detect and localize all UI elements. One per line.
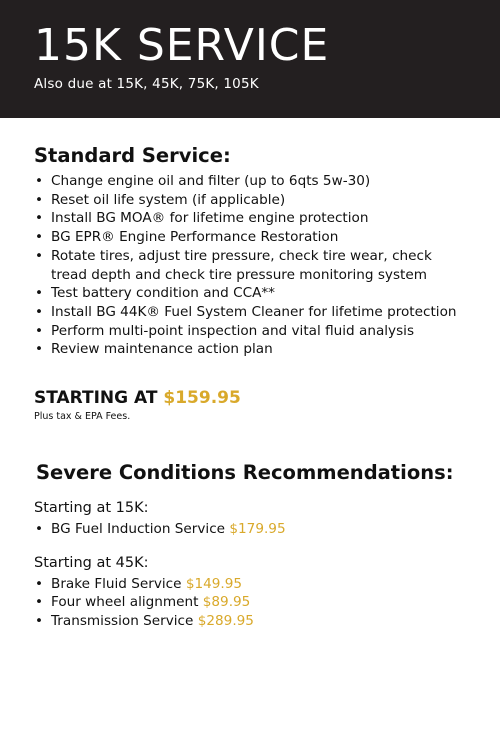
group-label-45k: Starting at 45K: (34, 554, 149, 571)
list-item (34, 520, 470, 539)
severe-list-45k (34, 575, 470, 631)
list-item: • Rotate tires, adjust tire pressure, check tire wear, check tread depth and check tire pressure monitoring system (34, 247, 470, 284)
group-label-15k: Starting at 15K: (34, 500, 149, 517)
list-item: • Change engine oil and filter (up to 6qts 5w-30) (34, 172, 470, 191)
list-item: • Review maintenance action plan (34, 340, 470, 359)
header-banner (0, 0, 500, 118)
service-price: $179.95 (229, 521, 286, 538)
page-subtitle: Also due at 15K, 45K, 75K, 105K (34, 76, 259, 92)
list-item: • BG EPR® Engine Performance Restoration (34, 228, 470, 247)
service-price: $289.95 (197, 613, 254, 630)
service-name: Four wheel alignment (51, 594, 199, 611)
service-name: BG Fuel Induction Service (51, 521, 226, 538)
list-item (34, 612, 470, 631)
page-title: 15K SERVICE (34, 20, 330, 71)
main-content (0, 142, 500, 631)
list-item: • Install BG MOA® for lifetime engine protection (34, 209, 470, 228)
starting-label: STARTING AT (34, 388, 158, 409)
starting-price-value: $159.95 (163, 388, 241, 409)
severe-list-15k (34, 520, 470, 539)
list-item (34, 575, 470, 594)
severe-conditions-heading: Severe Conditions Recommendations: (36, 461, 454, 485)
starting-price (34, 387, 470, 409)
service-price: $89.95 (202, 594, 251, 611)
service-name: Brake Fluid Service (51, 575, 182, 592)
service-price: $149.95 (185, 575, 243, 592)
list-item: • Reset oil life system (if applicable) (34, 191, 470, 210)
service-name: Transmission Service (51, 613, 194, 630)
list-item (34, 593, 470, 612)
list-item: • Test battery condition and CCA** (34, 284, 470, 303)
standard-service-heading: Standard Service: (34, 144, 231, 167)
price-note: Plus tax & EPA Fees. (34, 411, 131, 423)
standard-service-list (34, 172, 470, 359)
list-item: • Perform multi-point inspection and vital fluid analysis (34, 322, 470, 341)
list-item: • Install BG 44K® Fuel System Cleaner for lifetime protection (34, 303, 470, 322)
